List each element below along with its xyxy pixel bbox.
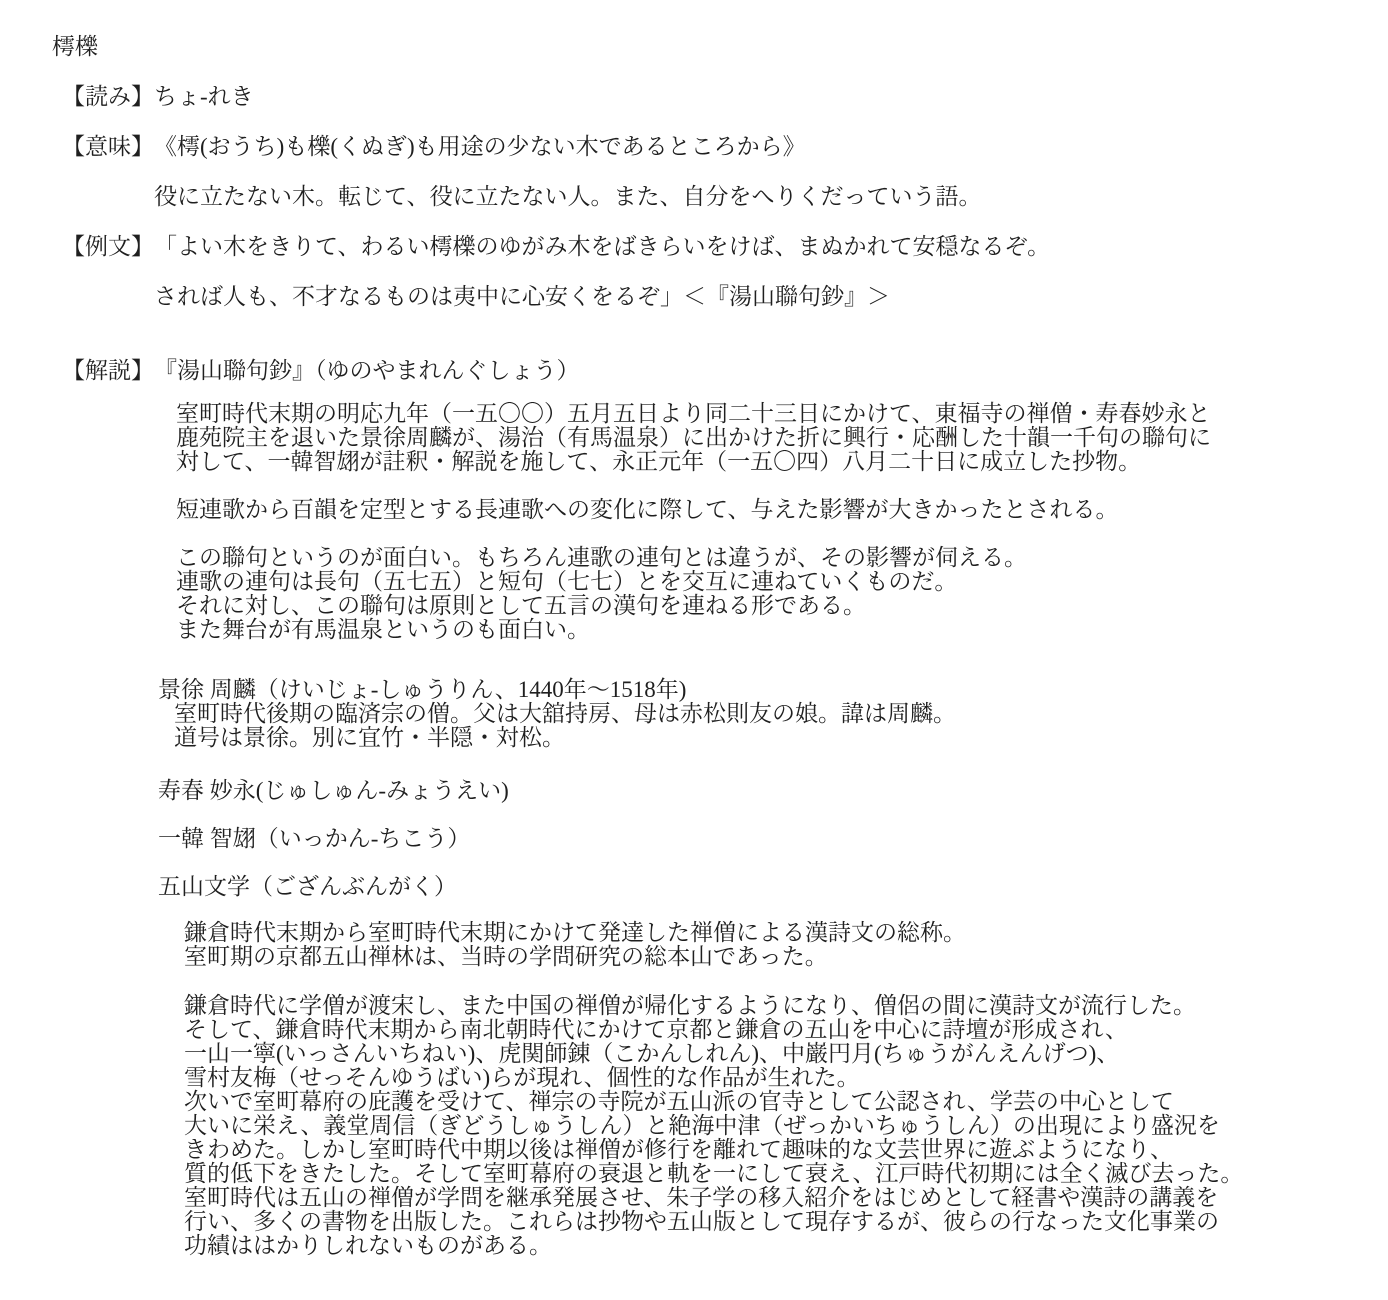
kaisetsu-block	[176, 402, 1388, 474]
text-line: きわめた。しかし室町時代中期以後は禅僧が修行を離れて趣味的な文芸世界に遊ぶようになり、	[184, 1137, 1173, 1162]
entry-label: 【意味】	[62, 134, 154, 159]
entry-label: 【読み】	[62, 84, 154, 109]
text-line: また舞台が有馬温泉というのも面白い。	[176, 617, 590, 642]
kaisetsu-block	[158, 678, 1388, 702]
entry-label: 【解説】	[62, 358, 154, 383]
text-line: 室町時代末期の明応九年（一五〇〇）五月五日より同二十三日にかけて、東福寺の禅僧・寿春妙永と	[176, 401, 1211, 426]
entry-row	[62, 134, 1388, 160]
text-line: この聯句というのが面白い。もちろん連歌の連句とは違うが、その影響が伺える。	[176, 545, 1027, 570]
text-line: 雪村友梅（せっそんゆうばい)らが現れ、個性的な作品が生れた。	[184, 1065, 860, 1090]
entry-row	[62, 184, 1388, 210]
text-line: 行い、多くの書物を出版した。これらは抄物や五山版として現存するが、彼らの行なった文化事業の	[184, 1209, 1219, 1234]
kaisetsu-block	[184, 921, 1388, 969]
text-line: 対して、一韓智翃が註釈・解説を施して、永正元年（一五〇四）八月二十日に成立した抄物。	[176, 449, 1142, 474]
kaisetsu-block	[176, 546, 1388, 642]
text-line: 室町期の京都五山禅林は、当時の学問研究の総本山であった。	[184, 944, 828, 969]
kaisetsu-block	[184, 994, 1388, 1258]
kaisetsu-block	[174, 702, 1388, 750]
entry-row	[62, 284, 1388, 310]
text-line: 大いに栄え、義堂周信（ぎどうしゅうしん）と絶海中津（ぜっかいちゅうしん）の出現により盛況を	[184, 1113, 1220, 1138]
text-line: 室町時代後期の臨済宗の僧。父は大舘持房、母は赤松則友の娘。諱は周麟。	[174, 701, 956, 726]
entry-text: 「よい木をきりて、わるい樗櫟のゆがみ木をばきらいをけば、まぬかれて安穏なるぞ。	[154, 234, 1051, 259]
text-line: 景徐 周麟（けいじょ‐しゅうりん、1440年〜1518年)	[158, 677, 687, 702]
kaisetsu-block	[158, 827, 1388, 851]
text-line: 五山文学（ござんぶんがく）	[158, 874, 457, 899]
kaisetsu-block	[176, 498, 1388, 522]
entry-text: 《樗(おうち)も櫟(くぬぎ)も用途の少ない木であるところから》	[154, 134, 806, 159]
entry-text: ちょ‐れき	[154, 84, 254, 109]
kaisetsu-block	[158, 875, 1388, 899]
entry-label: 【例文】	[62, 234, 154, 259]
text-line: 鹿苑院主を退いた景徐周麟が、湯治（有馬温泉）に出かけた折に興行・応酬した十韻一千句の聯句に	[176, 425, 1211, 450]
entry-text: 役に立たない木。転じて、役に立たない人。また、自分をへりくだっていう語。	[154, 184, 982, 209]
entry-row	[62, 234, 1388, 260]
text-line: 道号は景徐。別に宜竹・半隠・対松。	[174, 725, 565, 750]
entry-label	[62, 284, 154, 310]
text-line: それに対し、この聯句は原則として五言の漢句を連ねる形である。	[176, 593, 866, 618]
entry-row	[62, 84, 1388, 110]
text-line: 功績ははかりしれないものがある。	[184, 1233, 552, 1258]
text-line: 短連歌から百韻を定型とする長連歌への変化に際して、与えた影響が大きかったとされる。	[176, 497, 1119, 522]
entry-row	[62, 358, 1388, 384]
entry-text: 『湯山聯句鈔』（ゆのやまれんぐしょう）	[154, 358, 580, 383]
entry-text: されば人も、不才なるものは夷中に心安くをるぞ」＜『湯山聯句鈔』＞	[154, 284, 890, 309]
text-line: 一山一寧(いっさんいちねい)、虎関師錬（こかんしれん)、中巌円月(ちゅうがんえんげつ)、	[184, 1041, 1120, 1066]
text-line: 室町時代は五山の禅僧が学問を継承発展させ、朱子学の移入紹介をはじめとして経書や漢詩の講義を	[184, 1185, 1219, 1210]
entry-list	[0, 84, 1388, 384]
entry-label	[62, 184, 154, 210]
text-line: 鎌倉時代に学僧が渡宋し、また中国の禅僧が帰化するようになり、僧侶の間に漢詩文が流行した。	[184, 993, 1196, 1018]
page-title: 樗櫟	[52, 34, 98, 59]
text-line: そして、鎌倉時代末期から南北朝時代にかけて京都と鎌倉の五山を中心に詩壇が形成され、	[184, 1017, 1128, 1042]
text-line: 連歌の連句は長句（五七五）と短句（七七）とを交互に連ねていくものだ。	[176, 569, 958, 594]
text-line: 鎌倉時代末期から室町時代末期にかけて発達した禅僧による漢詩文の総称。	[184, 920, 966, 945]
text-line: 次いで室町幕府の庇護を受けて、禅宗の寺院が五山派の官寺として公認され、学芸の中心として	[184, 1089, 1174, 1114]
text-line: 質的低下をきたした。そして室町幕府の衰退と軌を一にして衰え、江戸時代初期には全く滅び去った。	[184, 1161, 1244, 1186]
kaisetsu-block	[158, 779, 1388, 803]
text-line: 寿春 妙永(じゅしゅん‐みょうえい)	[158, 778, 509, 803]
kaisetsu-body	[0, 402, 1388, 1258]
text-line: 一韓 智翃（いっかん‐ちこう）	[158, 826, 471, 851]
